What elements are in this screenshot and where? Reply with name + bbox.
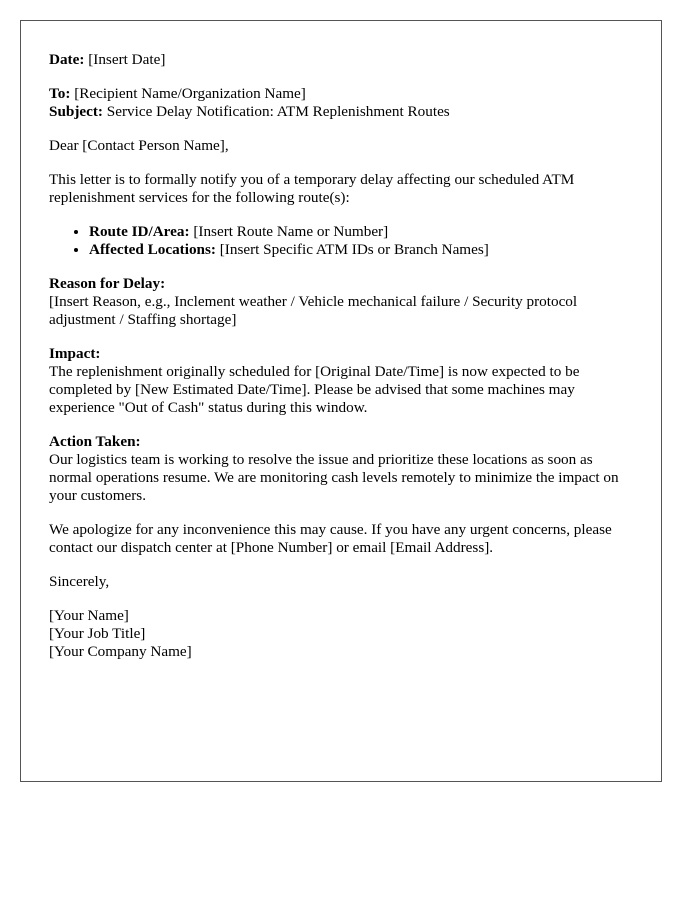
route-label: Route ID/Area: xyxy=(89,223,190,240)
locations-value: [Insert Specific ATM IDs or Branch Names] xyxy=(219,241,489,258)
subject-line xyxy=(49,103,633,121)
reason-section xyxy=(49,275,633,329)
subject-label: Subject: xyxy=(49,103,103,120)
header-lines xyxy=(49,85,633,121)
signature-block xyxy=(49,607,633,661)
impact-text: The replenishment originally scheduled for [Original Date/Time] is now expected to be completed by [New Estimated Date/Time]. Please be advised that some machines may experience "Out of Cash" status during this window. xyxy=(49,363,580,416)
date-value: [Insert Date] xyxy=(88,51,166,68)
subject-value: Service Delay Notification: ATM Replenishment Routes xyxy=(106,103,450,120)
signature-title: [Your Job Title] xyxy=(49,625,146,642)
apology-paragraph: We apologize for any inconvenience this may cause. If you have any urgent concerns, please contact our dispatch center at [Phone Number] or email [Email Address]. xyxy=(49,521,612,556)
locations-label: Affected Locations: xyxy=(89,241,216,258)
date-label: Date: xyxy=(49,51,85,68)
to-value: [Recipient Name/Organization Name] xyxy=(74,85,306,102)
reason-heading: Reason for Delay: xyxy=(49,275,166,292)
to-line xyxy=(49,85,633,103)
signature-company: [Your Company Name] xyxy=(49,643,192,660)
to-label: To: xyxy=(49,85,71,102)
route-list xyxy=(49,223,633,259)
date-line xyxy=(49,51,633,69)
action-text: Our logistics team is working to resolve the issue and prioritize these locations as soon as normal operations resume. We are monitoring cash levels remotely to minimize the impact on your customers. xyxy=(49,451,619,504)
list-item xyxy=(89,241,633,259)
reason-text: [Insert Reason, e.g., Inclement weather / Vehicle mechanical failure / Security protocol adjustment / Staffing shortage] xyxy=(49,293,578,328)
signature-name: [Your Name] xyxy=(49,607,129,624)
salutation: Dear [Contact Person Name], xyxy=(49,137,229,154)
action-section xyxy=(49,433,633,505)
intro-paragraph: This letter is to formally notify you of a temporary delay affecting our scheduled ATM replenishment services for the following route(s): xyxy=(49,171,575,206)
closing: Sincerely, xyxy=(49,573,110,590)
list-item xyxy=(89,223,633,241)
letter-document xyxy=(20,20,662,782)
impact-section xyxy=(49,345,633,417)
impact-heading: Impact: xyxy=(49,345,101,362)
route-value: [Insert Route Name or Number] xyxy=(193,223,389,240)
action-heading: Action Taken: xyxy=(49,433,141,450)
